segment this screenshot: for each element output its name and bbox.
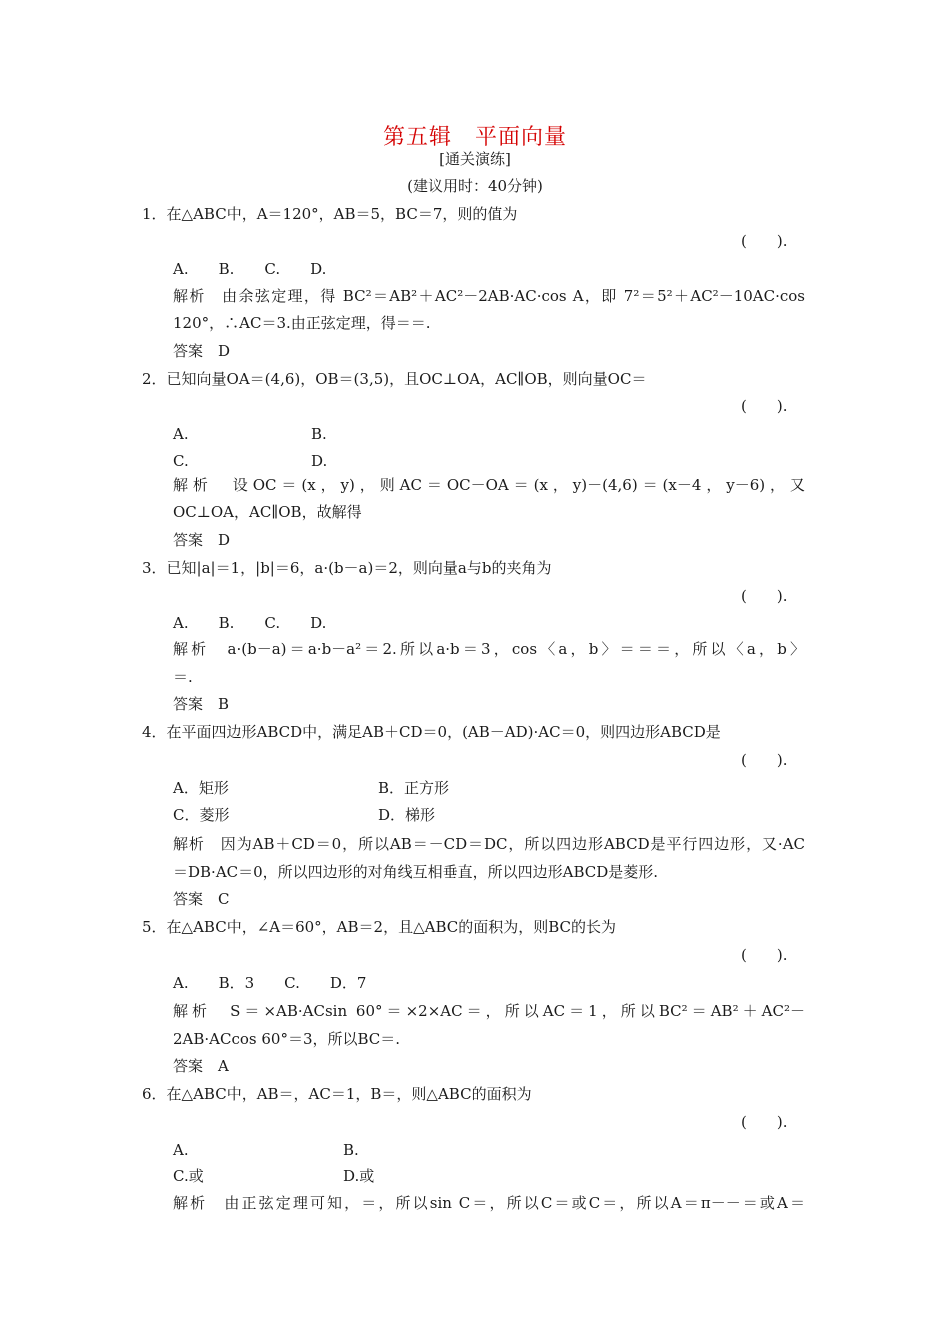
question-2-option-a: A. xyxy=(173,425,189,443)
question-3-answer: 答案 B xyxy=(173,695,230,713)
question-3-stem: 3．已知|a|＝1，|b|＝6，a·(b－a)＝2，则向量a与b的夹角为 xyxy=(142,559,552,577)
question-4-analysis-cont: ＝DB·AC＝0，所以四边形的对角线互相垂直，所以四边形ABCD是菱形. xyxy=(173,863,659,881)
question-2-option-c: C. xyxy=(173,452,189,470)
question-1-answer-paren: ( ). xyxy=(741,232,788,250)
question-4-option-d: D．梯形 xyxy=(378,806,436,824)
question-6-analysis: 解析 由正弦定理可知，＝，所以sin C＝，所以C＝或C＝，所以A＝π－－＝或A＝ xyxy=(173,1194,805,1212)
question-3-analysis: 解析 a·(b－a)＝a·b－a²＝2.所以a·b＝3，cos〈a，b〉＝＝＝，所以〈a，b〉 xyxy=(173,640,805,658)
question-6-option-a: A. xyxy=(173,1141,189,1159)
question-5-analysis-cont: 2AB·ACcos 60°＝3，所以BC＝. xyxy=(173,1030,401,1048)
question-1-analysis: 解析 由余弦定理，得 BC²＝AB²＋AC²－2AB·AC·cos A，即 7²＝5²＋AC²－10AC·cos xyxy=(173,287,805,305)
question-5-answer-paren: ( ). xyxy=(741,946,788,964)
question-4-stem: 4．在平面四边形ABCD中，满足AB＋CD＝0，(AB－AD)·AC＝0，则四边形ABCD是 xyxy=(142,723,721,741)
question-4-option-b: B．正方形 xyxy=(378,779,450,797)
question-5-analysis: 解析 S＝×AB·ACsin 60°＝×2×AC＝，所以AC＝1，所以BC²＝AB²＋AC²－ xyxy=(173,1002,805,1020)
question-2-stem: 2．已知向量OA＝(4,6)，OB＝(3,5)，且OC⊥OA，AC∥OB，则向量OC＝ xyxy=(142,370,647,388)
question-2-analysis: 解析 设OC＝(x，y)，则AC＝OC－OA＝(x，y)－(4,6)＝(x－4，y－6)，又 xyxy=(173,476,805,494)
question-3-options: A. B. C. D. xyxy=(173,614,327,632)
question-6-option-b: B. xyxy=(343,1141,359,1159)
question-2-option-b: B. xyxy=(311,425,327,443)
question-4-answer: 答案 C xyxy=(173,890,230,908)
question-4-answer-paren: ( ). xyxy=(741,751,788,769)
question-1-analysis-cont: 120°，∴AC＝3.由正弦定理，得＝＝. xyxy=(173,314,431,332)
time-suggestion: (建议用时：40分钟) xyxy=(407,177,543,195)
question-6-stem: 6．在△ABC中，AB＝，AC＝1，B＝，则△ABC的面积为 xyxy=(142,1085,532,1103)
question-5-options: A. B．3 C. D．7 xyxy=(173,974,367,992)
question-5-stem: 5．在△ABC中，∠A＝60°，AB＝2，且△ABC的面积为，则BC的长为 xyxy=(142,918,617,936)
question-2-option-d: D. xyxy=(311,452,328,470)
question-2-answer-paren: ( ). xyxy=(741,397,788,415)
question-3-answer-paren: ( ). xyxy=(741,587,788,605)
question-4-option-c: C．菱形 xyxy=(173,806,230,824)
question-3-analysis-cont: ＝. xyxy=(173,668,193,686)
question-4-analysis: 解析 因为AB＋CD＝0，所以AB＝－CD＝DC，所以四边形ABCD是平行四边形，又·AC xyxy=(173,835,805,853)
question-5-answer: 答案 A xyxy=(173,1057,229,1075)
question-1-answer: 答案 D xyxy=(173,342,231,360)
section-label: [通关演练] xyxy=(439,150,511,168)
page-title: 第五辑 平面向量 xyxy=(382,125,567,150)
question-4-option-a: A．矩形 xyxy=(173,779,229,797)
question-6-option-c: C.或 xyxy=(173,1167,204,1185)
question-2-analysis-cont: OC⊥OA，AC∥OB，故解得 xyxy=(173,503,362,521)
question-6-answer-paren: ( ). xyxy=(741,1113,788,1131)
question-6-option-d: D.或 xyxy=(343,1167,375,1185)
question-1-stem: 1．在△ABC中，A＝120°，AB＝5，BC＝7，则的值为 xyxy=(142,205,518,223)
question-2-answer: 答案 D xyxy=(173,531,231,549)
question-1-options: A. B. C. D. xyxy=(173,260,327,278)
